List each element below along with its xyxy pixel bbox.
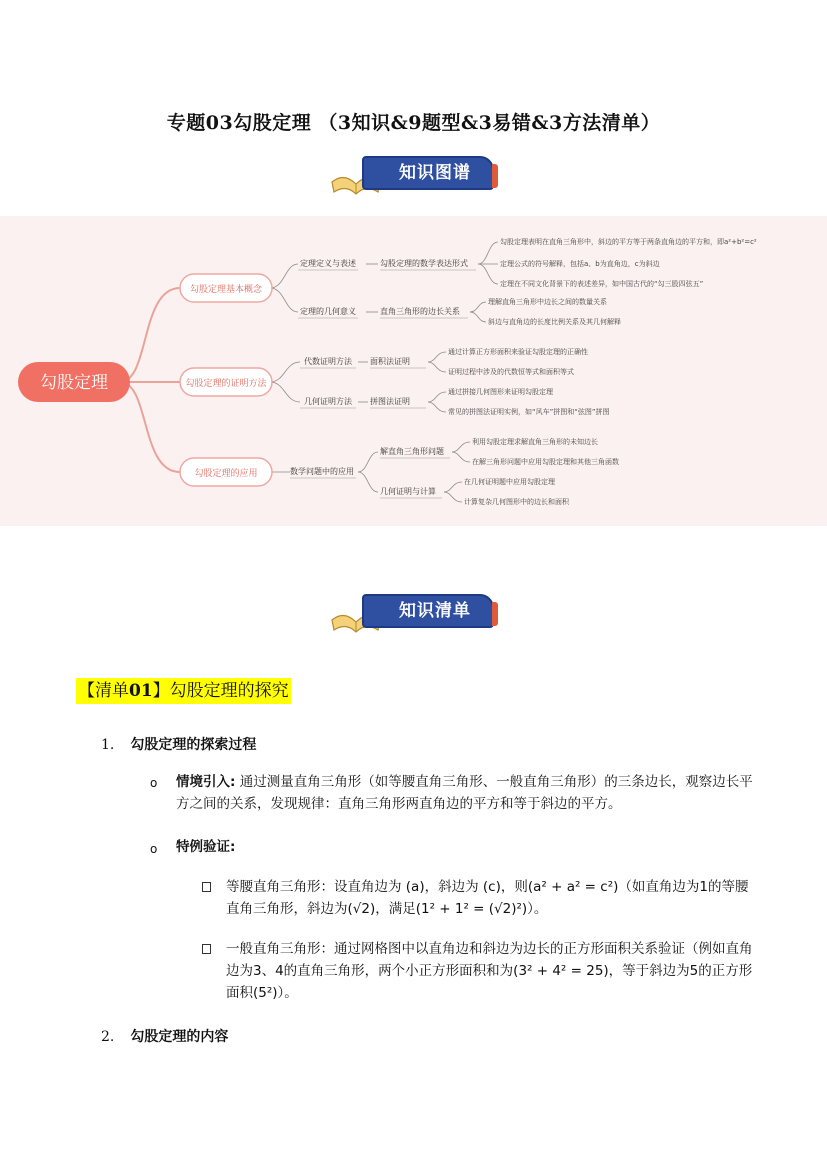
- sub-label: 定理的几何意义: [300, 307, 356, 316]
- leaf-label: 在解三角形问题中应用勾股定理和其他三角函数: [472, 458, 619, 466]
- sub-label: 代数证明方法: [304, 357, 352, 366]
- square-bullet-icon: [202, 882, 211, 892]
- mind-map: [0, 216, 827, 526]
- mid-label: 面积法证明: [370, 357, 410, 366]
- banner-label: 知识图谱: [362, 156, 494, 190]
- paragraph-lead: 情境引入:: [176, 774, 236, 790]
- leaf-label: 在几何证明题中应用勾股定理: [464, 478, 555, 486]
- section-number: 1.: [101, 737, 115, 753]
- mid-label: 几何证明与计算: [380, 487, 436, 496]
- leaf-label: 证明过程中涉及的代数恒等式和面积等式: [448, 368, 574, 376]
- leaf-label: 勾股定理表明在直角三角形中，斜边的平方等于两条直角边的平方和，即a²+b²=c²: [500, 238, 757, 246]
- sub-label: 数学问题中的应用: [290, 467, 354, 476]
- leaf-label: 常见的拼图法证明实例，如“风车”拼图和“弦图”拼图: [448, 408, 610, 416]
- branch-label: 勾股定理的应用: [194, 469, 258, 479]
- section-heading: [101, 734, 256, 754]
- bullet-marker: o: [150, 842, 158, 856]
- list-tag-num: 01: [129, 681, 153, 701]
- page-title: 专题03勾股定理 （3知识&9题型&3易错&3方法清单）: [166, 112, 661, 134]
- banner-label: 知识清单: [362, 594, 494, 628]
- mid-label: 解直角三角形问题: [380, 447, 444, 456]
- sub-paragraph: 一般直角三角形：通过网格图中以直角边和斜边为边长的正方形面积关系验证（例如直角边为3、4的直角三角形，两个小正方形面积和为(3² + 4² = 25)，等于斜边为5的正方形面积(5²)）。: [226, 941, 753, 1001]
- leaf-label: 定理公式的符号解释，包括a、b为直角边，c为斜边: [500, 260, 660, 268]
- mid-label: 拼图法证明: [370, 397, 410, 406]
- leaf-label: 定理在不同文化背景下的表述差异，如中国古代的“勾三股四弦五”: [500, 280, 704, 288]
- mid-label: 直角三角形的边长关系: [380, 307, 460, 316]
- sub-label: 几何证明方法: [304, 397, 352, 406]
- square-bullet-icon: [202, 944, 211, 954]
- leaf-label: 斜边与直角边的长度比例关系及其几何解释: [488, 318, 621, 326]
- paragraph: [176, 836, 756, 858]
- root-node-label: 勾股定理: [40, 373, 108, 393]
- leaf-label: 理解直角三角形中边长之间的数量关系: [488, 298, 607, 306]
- paragraph: [176, 771, 756, 815]
- leaf-label: 利用勾股定理求解直角三角形的未知边长: [472, 438, 598, 446]
- paragraph-lead: 特例验证:: [176, 839, 236, 855]
- leaf-label: 通过拼接几何图形来证明勾股定理: [448, 388, 553, 396]
- bullet-marker: o: [150, 776, 158, 790]
- mid-label: 勾股定理的数学表达形式: [380, 259, 468, 268]
- list-tag-title: 】勾股定理的探究: [152, 681, 289, 701]
- section-number: 2.: [101, 1029, 115, 1045]
- mind-map-svg: [0, 216, 827, 526]
- paragraph-text: 通过测量直角三角形（如等腰直角三角形、一般直角三角形）的三条边长，观察边长平方之间的关系，发现规律：直角三角形两直角边的平方和等于斜边的平方。: [176, 774, 753, 812]
- leaf-label: 计算复杂几何图形中的边长和面积: [464, 498, 569, 506]
- list-tag-open: 【清单: [78, 681, 129, 701]
- section-title: 勾股定理的探索过程: [130, 737, 257, 753]
- knowledge-map-banner: [330, 152, 496, 198]
- sub-paragraph: 等腰直角三角形：设直角边为 (a)，斜边为 (c)，则(a² + a² = c²)（如直角边为1的等腰直角三角形，斜边为(√2)，满足(1² + 1² = (√2)²)）。: [226, 879, 749, 917]
- branch-label: 勾股定理的证明方法: [185, 379, 267, 389]
- section-title: 勾股定理的内容: [130, 1029, 229, 1045]
- section-heading: [101, 1026, 228, 1046]
- leaf-label: 通过计算正方形面积来验证勾股定理的正确性: [448, 348, 588, 356]
- sub-label: 定理定义与表述: [300, 259, 356, 268]
- knowledge-list-banner: [330, 590, 496, 636]
- list-tag: [76, 678, 291, 704]
- branch-label: 勾股定理基本概念: [189, 285, 263, 295]
